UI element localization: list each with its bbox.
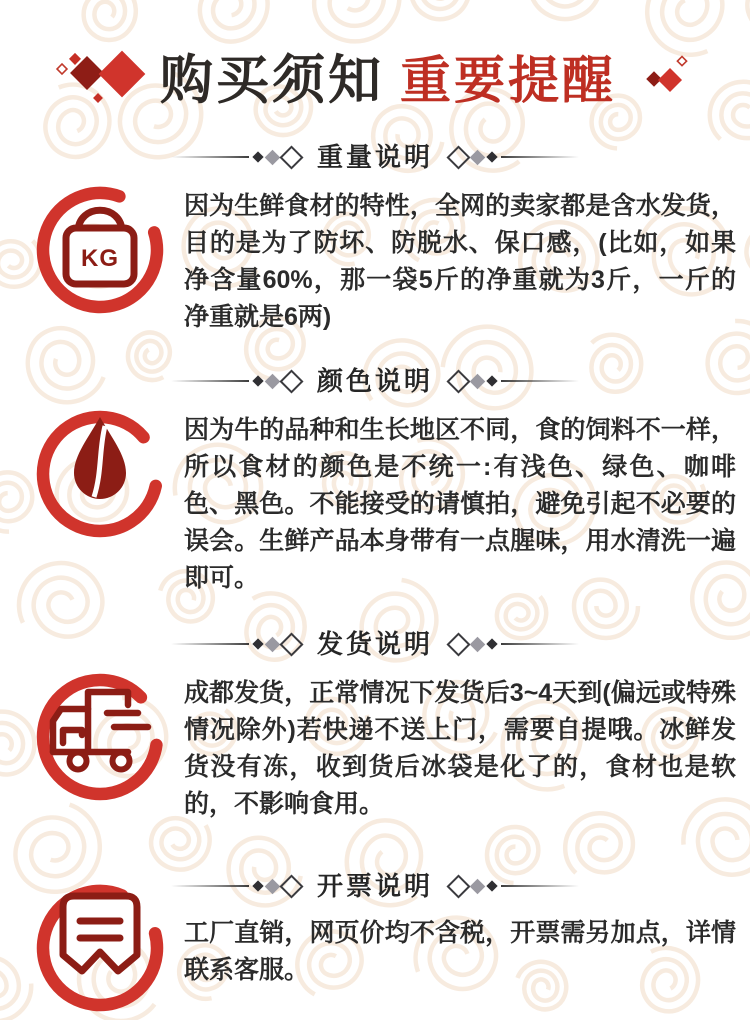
divider-diamond-gray — [470, 373, 486, 389]
divider-diamond-outline — [279, 632, 303, 656]
section-text: 成都发货，正常情况下发货后3~4天到(偏远或特殊情况除外)若快递不送上门，需要自提哦。冰鲜发货没有冻，收到货后冰袋是化了的，食材也是软的，不影响食用。 — [184, 679, 736, 818]
section-body — [0, 675, 750, 823]
divider-diamond-black — [486, 880, 497, 891]
divider-diamond-black — [486, 638, 497, 649]
divider-diamond-black — [252, 151, 263, 162]
section-body — [0, 188, 750, 336]
section-heading: 重量说明 — [316, 142, 433, 172]
divider-diamond-outline — [446, 145, 470, 169]
section-body — [0, 412, 750, 597]
divider-diamond-gray — [470, 878, 486, 894]
section-heading: 开票说明 — [316, 871, 433, 901]
section-heading: 颜色说明 — [316, 366, 433, 396]
section-weight — [0, 142, 750, 336]
divider-diamond-gray — [265, 373, 281, 389]
page-title-accent: 重要提醒 — [399, 54, 616, 110]
divider-line-left — [171, 380, 249, 382]
divider-diamond-outline — [279, 369, 303, 393]
divider-diamond-gray — [265, 878, 281, 894]
divider-diamond-outline — [446, 632, 470, 656]
divider-diamond-gray — [470, 636, 486, 652]
divider-diamond-black — [252, 375, 263, 386]
water-drop-icon — [30, 404, 170, 544]
divider-diamond-black — [252, 638, 263, 649]
divider-diamond-black — [486, 375, 497, 386]
kg-weight-icon — [30, 180, 170, 320]
diamond-decoration-right — [640, 54, 720, 100]
section-invoice — [0, 871, 750, 1017]
section-text: 因为生鲜食材的特性，全网的卖家都是含水发货，目的是为了防坏、防脱水、保口感，(比如，如果净含量60%，那一袋5斤的净重就为3斤，一斤的净重就是6两) — [184, 192, 736, 331]
divider-diamond-outline — [279, 145, 303, 169]
divider-line-left — [171, 643, 249, 645]
divider-diamond-outline — [446, 369, 470, 393]
notice-content — [0, 32, 750, 1017]
invoice-receipt-icon — [30, 878, 170, 1018]
section-divider — [0, 366, 750, 396]
section-text: 工厂直销，网页价均不含税，开票需另加点，详情联系客服。 — [184, 919, 736, 984]
divider-diamond-black — [486, 151, 497, 162]
divider-diamond-outline — [446, 874, 470, 898]
section-divider — [0, 142, 750, 172]
delivery-truck-icon — [30, 667, 170, 807]
divider-line-left — [171, 156, 249, 158]
divider-diamond-outline — [279, 874, 303, 898]
divider-diamond-black — [252, 880, 263, 891]
section-text: 因为牛的品种和生长地区不同，食的饲料不一样，所以食材的颜色是不统一:有浅色、绿色、咖啡色、黑色。不能接受的请慎拍，避免引起不必要的误会。生鲜产品本身带有一点腥味，用水清洗一遍即可。 — [184, 416, 736, 592]
section-shipping — [0, 629, 750, 823]
section-color — [0, 366, 750, 597]
page-title — [0, 32, 750, 120]
kg-label: KG — [81, 245, 119, 272]
section-divider — [0, 629, 750, 659]
header — [0, 32, 750, 120]
divider-line-right — [501, 643, 579, 645]
section-body — [0, 915, 750, 1017]
divider-diamond-gray — [470, 149, 486, 165]
divider-line-left — [171, 885, 249, 887]
divider-diamond-gray — [265, 149, 281, 165]
divider-line-right — [501, 885, 579, 887]
divider-line-right — [501, 156, 579, 158]
divider-line-right — [501, 380, 579, 382]
page-title-main: 购买须知 — [159, 52, 384, 110]
section-heading: 发货说明 — [316, 629, 433, 659]
divider-diamond-gray — [265, 636, 281, 652]
